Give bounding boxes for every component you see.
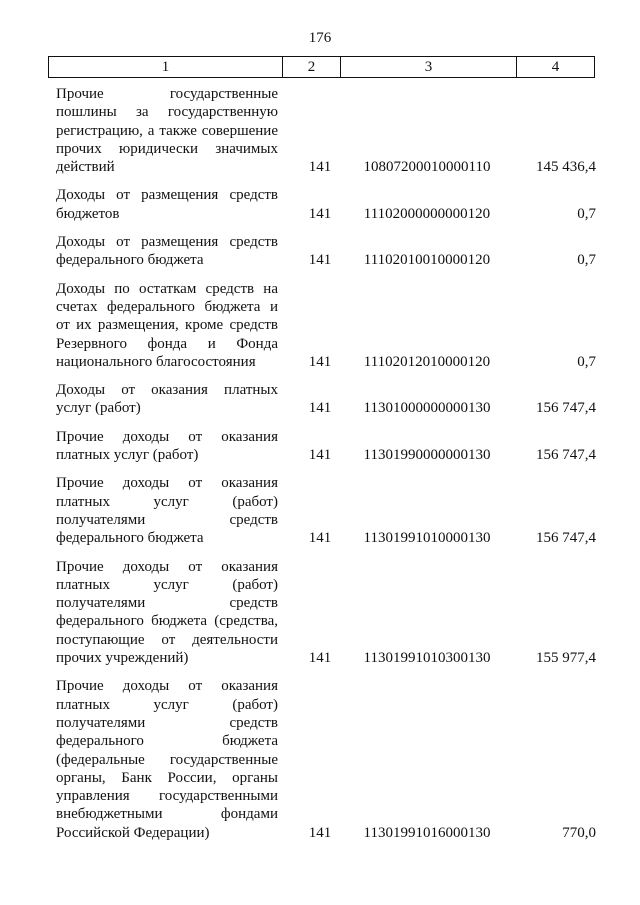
budget-class-code: 11301991016000130 — [363, 824, 491, 841]
amount: 155 977,4 — [536, 650, 596, 667]
budget-class-code: 11102000000000120 — [363, 205, 491, 222]
income-table-body — [56, 85, 596, 852]
amount: 156 747,4 — [536, 447, 596, 464]
income-name: Прочие государственные пошлины за государственную регистрацию, а также совершение прочих юридически значимых действий — [56, 86, 278, 176]
admin-code: 141 — [308, 650, 332, 667]
table-row — [56, 186, 596, 223]
income-name: Доходы от оказания платных услуг (работ) — [56, 382, 278, 417]
admin-code: 141 — [308, 252, 332, 269]
amount: 0,7 — [577, 252, 596, 269]
admin-code: 141 — [308, 353, 332, 370]
amount: 156 747,4 — [536, 400, 596, 417]
income-name: Прочие доходы от оказания платных услуг (работ) получателями средств федерального бюджета — [56, 475, 278, 547]
header-col-4: 4 — [517, 57, 595, 78]
income-name: Доходы от размещения средств бюджетов — [56, 187, 278, 222]
admin-code: 141 — [308, 447, 332, 464]
table-row — [56, 233, 596, 270]
budget-class-code: 11102010010000120 — [363, 252, 491, 269]
admin-code: 141 — [308, 400, 332, 417]
admin-code: 141 — [308, 205, 332, 222]
income-name: Прочие доходы от оказания платных услуг (работ) получателями средств федерального бюджета (федеральные государственные органы, Банк России, органы управления государственными внебюджетными фондами Российской Федерации) — [56, 678, 278, 841]
table-row — [56, 677, 596, 842]
table-row — [56, 558, 596, 668]
budget-class-code: 11102012010000120 — [363, 353, 491, 370]
header-col-3: 3 — [341, 57, 517, 78]
table-row — [56, 280, 596, 371]
admin-code: 141 — [308, 824, 332, 841]
budget-class-code: 11301991010000130 — [363, 530, 491, 547]
table-row — [56, 474, 596, 547]
column-header-row — [48, 56, 595, 78]
table-row — [56, 428, 596, 465]
income-name: Доходы по остаткам средств на счетах федерального бюджета и от их размещения, кроме средств Резервного фонда и Фонда национального благосостояния — [56, 280, 278, 370]
amount: 0,7 — [577, 205, 596, 222]
table-row — [56, 85, 596, 176]
income-name: Доходы от размещения средств федерального бюджета — [56, 234, 278, 269]
admin-code: 141 — [308, 530, 332, 547]
income-name: Прочие доходы от оказания платных услуг (работ) — [56, 428, 278, 464]
amount: 770,0 — [562, 824, 596, 841]
header-col-1: 1 — [49, 57, 283, 78]
page-number: 176 — [308, 30, 332, 46]
table-row — [56, 381, 596, 418]
budget-class-code: 10807200010000110 — [363, 159, 491, 176]
admin-code: 141 — [308, 159, 332, 176]
budget-class-code: 11301990000000130 — [363, 447, 491, 464]
budget-class-code: 11301000000000130 — [363, 400, 491, 417]
amount: 0,7 — [577, 353, 596, 370]
header-col-2: 2 — [283, 57, 341, 78]
amount: 145 436,4 — [536, 159, 596, 176]
budget-class-code: 11301991010300130 — [363, 650, 491, 667]
amount: 156 747,4 — [536, 530, 596, 547]
income-name: Прочие доходы от оказания платных услуг (работ) получателями средств федерального бюджета (средства, поступающие от деятельности прочих учреждений) — [56, 558, 278, 667]
